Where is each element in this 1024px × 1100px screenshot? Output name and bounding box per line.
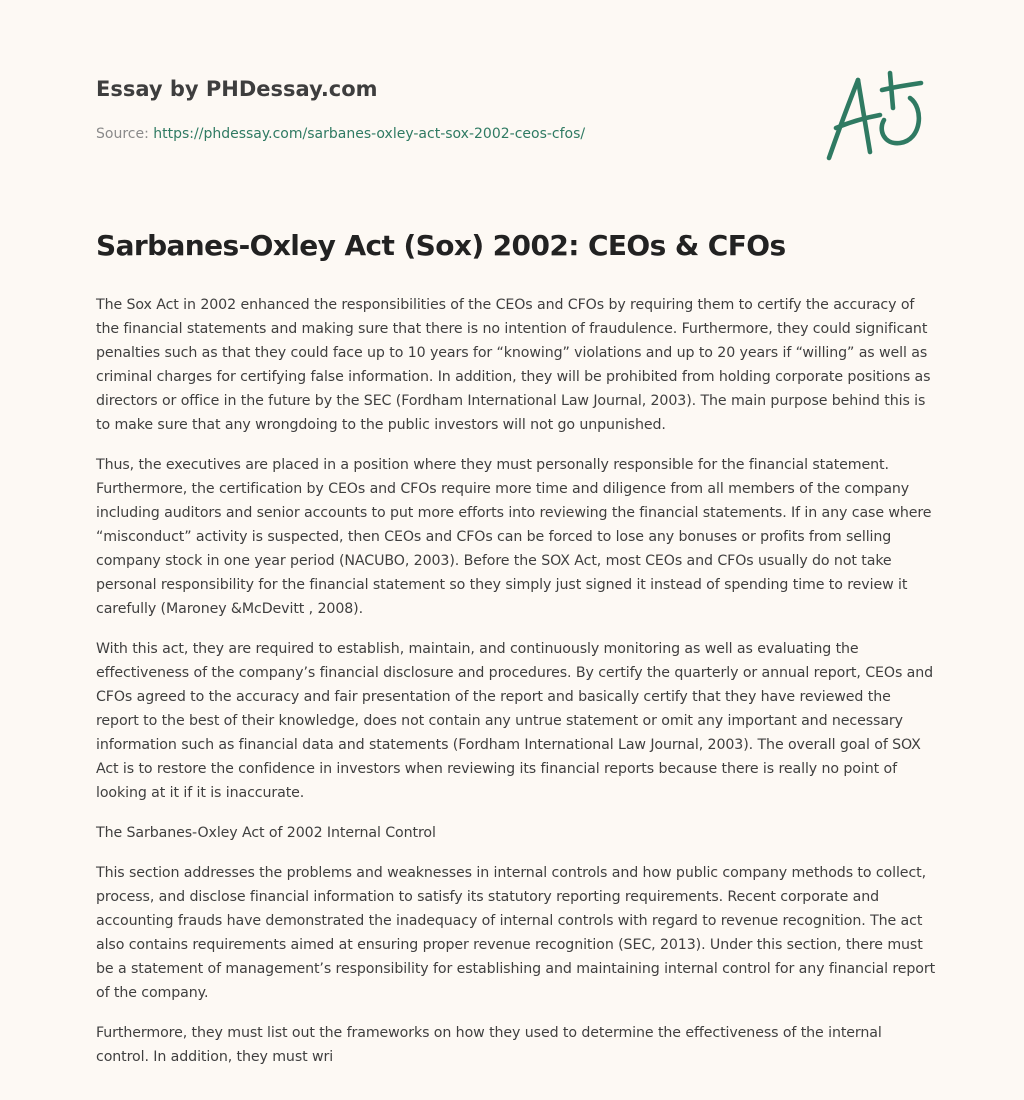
brand-title: Essay by PHDessay.com [96,77,378,101]
source-label: Source: [96,126,154,142]
a-plus-logo-icon [822,68,928,164]
essay-title: Sarbanes-Oxley Act (Sox) 2002: CEOs & CFOs [96,229,786,262]
section-heading: The Sarbanes-Oxley Act of 2002 Internal Control [96,825,436,841]
essay-header [96,74,796,144]
essay-paragraph-5: Furthermore, they must list out the frameworks on how they used to determine the effectiveness of the internal control. In addition, they must wri [96,1025,882,1065]
essay-paragraph-3: With this act, they are required to establish, maintain, and continuously monitoring as well as evaluating the effectiveness of the company’s financial disclosure and procedures. By certify the quarterly or annual report, CEOs and CFOs agreed to the accuracy and fair presentation of the report and basically certify that they have reviewed the report to the best of their knowledge, does not contain any untrue statement or omit any important and necessary information such as financial data and statements (Fordham International Law Journal, 2003). The overall goal of SOX Act is to restore the confidence in investors when reviewing its financial reports because there is really no point of looking at it if it is inaccurate. [96,641,934,801]
essay-paragraph-4: This section addresses the problems and weaknesses in internal controls and how public company methods to collect, process, and disclose financial information to satisfy its statutory reporting requirements. Recent corporate and accounting frauds have demonstrated the inadequacy of internal controls with regard to revenue recognition. The act also contains requirements aimed at ensuring proper revenue recognition (SEC, 2013). Under this section, there must be a statement of management’s responsibility for establishing and maintaining internal control for any financial report of the company. [96,865,936,1001]
essay-content [96,226,936,1085]
essay-paragraph-1: The Sox Act in 2002 enhanced the responsibilities of the CEOs and CFOs by requiring them to certify the accuracy of the financial statements and making sure that there is no intention of fraudulence. Furthermore, they could significant penalties such as that they could face up to 10 years for “knowing” violations and up to 20 years if “willing” as well as criminal charges for certifying false information. In addition, they will be prohibited from holding corporate positions as directors or office in the future by the SEC (Fordham International Law Journal, 2003). The main purpose behind this is to make sure that any wrongdoing to the public investors will not go unpunished. [96,297,931,433]
essay-paragraph-2: Thus, the executives are placed in a position where they must personally responsible for the financial statement. Furthermore, the certification by CEOs and CFOs require more time and diligence from all members of the company including auditors and senior accounts to put more efforts into reviewing the financial statements. If in any case where “misconduct” activity is suspected, then CEOs and CFOs can be forced to lose any bonuses or profits from selling company stock in one year period (NACUBO, 2003). Before the SOX Act, most CEOs and CFOs usually do not take personal responsibility for the financial statement so they simply just signed it instead of spending time to review it carefully (Maroney &McDevitt , 2008). [96,457,932,617]
source-link[interactable]: https://phdessay.com/sarbanes-oxley-act-sox-2002-ceos-cfos/ [153,126,586,142]
source-line [96,124,796,144]
